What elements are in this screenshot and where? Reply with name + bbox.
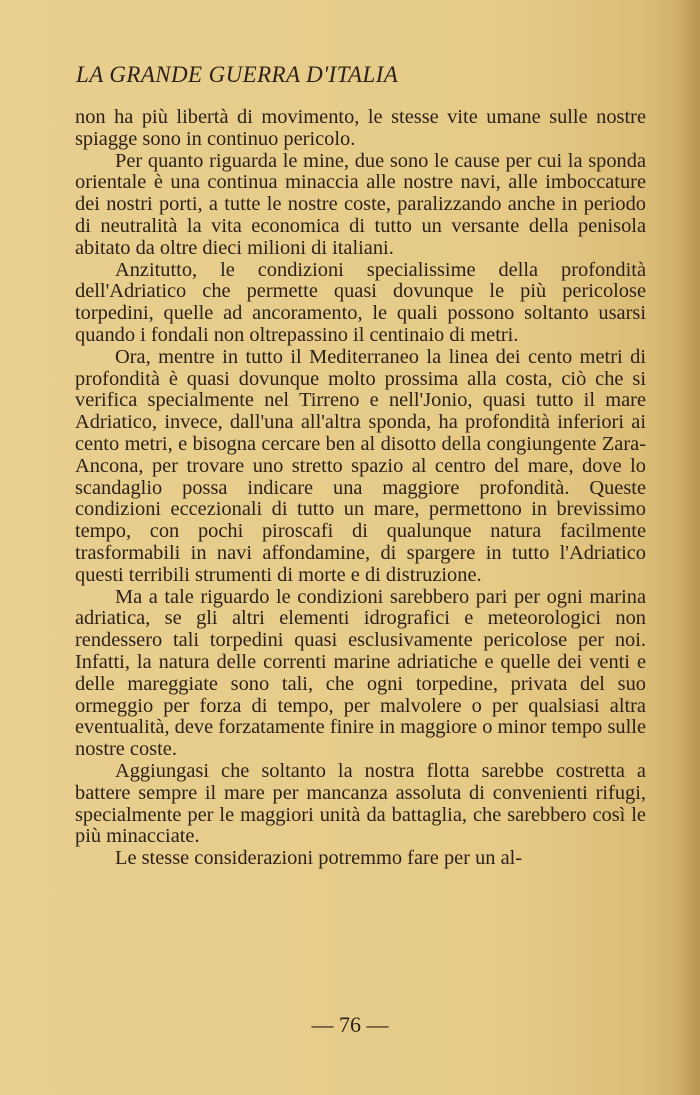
paragraph: Aggiungasi che soltanto la nostra flotta sarebbe costretta a battere sempre il mare per mancanza assoluta di convenienti rifugi, specialmente per le maggiori unità da battaglia, che sarebbero così le più minacciate. — [75, 759, 646, 848]
paragraph: Per quanto riguarda le mine, due sono le cause per cui la sponda orientale è una continua minaccia alle nostre navi, alle imboccature dei nostri porti, a tutte le nostre coste, paralizzando anche in periodo di neutralità la vita economica di tutto un versante della penisola abitato da oltre dieci milioni di italiani. — [75, 149, 646, 259]
page-number: — 76 — — [311, 1012, 389, 1037]
paragraph: Ora, mentre in tutto il Mediterraneo la linea dei cento metri di profondità è quasi dovunque molto prossima alla costa, ciò che si verifica specialmente nel Tirreno e nell'Jonio, quasi tutto il mare Adriatico, invece, dall'una all'altra sponda, ha profondità inferiori ai cento metri, e bisogna cercare ben al disotto della congiungente Zara-Ancona, per trovare uno stretto spazio al centro del mare, dove lo scandaglio possa indicare una maggiore profondità. Queste condizioni eccezionali di tutto un mare, permettono in brevissimo tempo, con pochi piroscafi di qualunque natura facilmente trasformabili in navi affondamine, di spargere in tutto l'Adriatico questi terribili strumenti di morte e di distruzione. — [75, 345, 646, 586]
page-edge-shadow — [678, 0, 700, 1095]
running-head: LA GRANDE GUERRA D'ITALIA — [76, 62, 399, 87]
paragraph-continuation: non ha più libertà di movimento, le stesse vite umane sulle nostre spiagge sono in continuo pericolo. — [75, 106, 646, 150]
paragraph: Anzitutto, le condizioni specialissime della profondità dell'Adriatico che permette quasi dovunque le più pericolose torpedini, quelle ad ancoramento, le quali possono soltanto usarsi quando i fondali non oltrepassino il centinaio di metri. — [75, 258, 646, 346]
paragraph: Le stesse considerazioni potremmo fare per un al- — [115, 847, 523, 870]
paragraph: Ma a tale riguardo le condizioni sarebbero pari per ogni marina adriatica, se gli altri elementi idrografici e meteorologici non rendessero tali torpedini quasi esclusivamente pericolose per noi. Infatti, la natura delle correnti marine adriatiche e quelle dei venti e delle mareggiate sono tali, che ogni torpedine, privata del suo ormeggio per forza di tempo, per malvolere o per qualsiasi altra eventualità, deve forzatamente finire in maggiore o minor tempo sulle nostre coste. — [75, 585, 646, 761]
body-text — [75, 107, 646, 870]
